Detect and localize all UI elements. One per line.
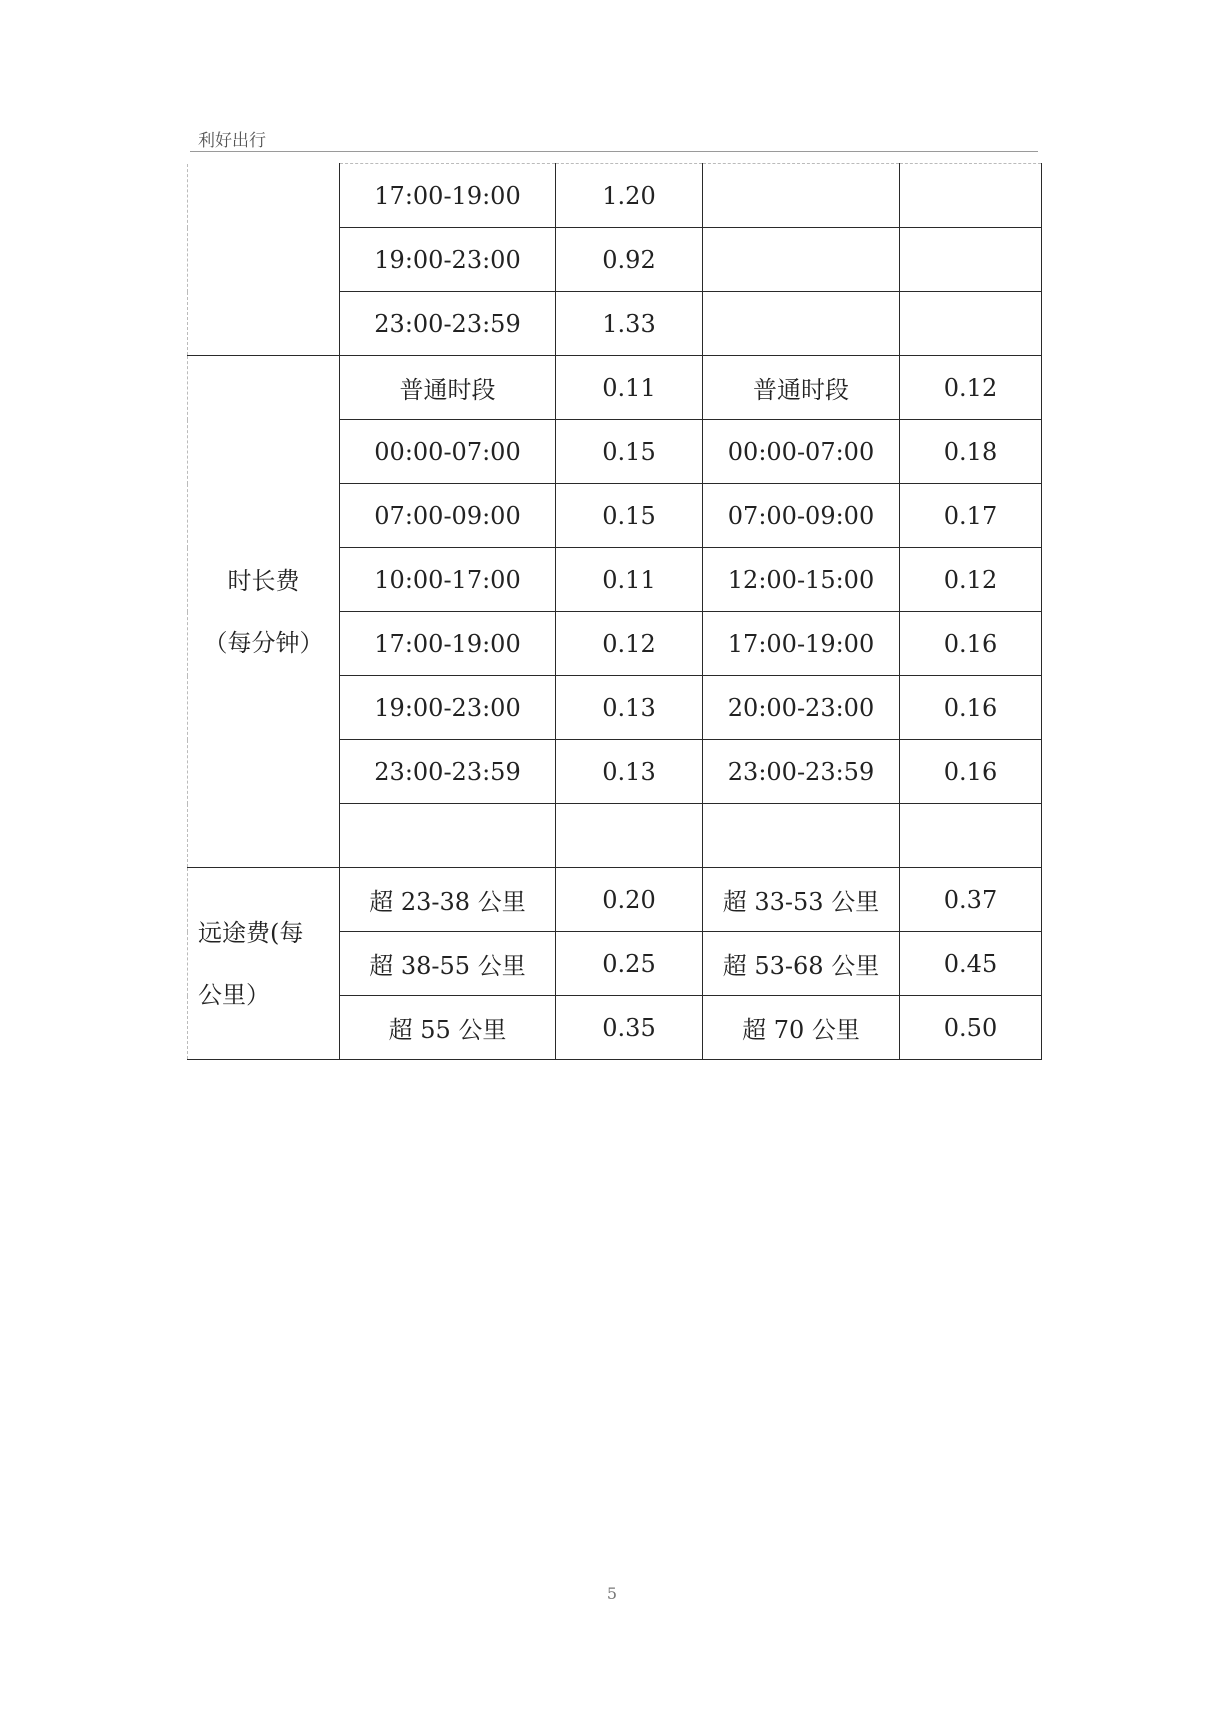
period-cell: 19:00-23:00 <box>340 676 556 740</box>
period-cell: 23:00-23:59 <box>340 740 556 804</box>
fee-table <box>187 163 1042 1060</box>
period-cell: 07:00-09:00 <box>703 484 900 548</box>
price-cell: 0.15 <box>556 420 703 484</box>
price-cell: 0.11 <box>556 548 703 612</box>
distance-fee-label: 远途费(每 <box>198 918 304 947</box>
period-cell: 17:00-19:00 <box>340 164 556 228</box>
price-cell <box>900 164 1042 228</box>
period-cell: 普通时段 <box>340 356 556 420</box>
price-cell: 0.13 <box>556 740 703 804</box>
period-cell: 普通时段 <box>703 356 900 420</box>
price-cell: 0.50 <box>900 996 1042 1060</box>
price-cell: 0.25 <box>556 932 703 996</box>
period-cell <box>703 804 900 868</box>
price-cell: 0.17 <box>900 484 1042 548</box>
price-cell: 0.18 <box>900 420 1042 484</box>
price-cell: 0.15 <box>556 484 703 548</box>
continued-category-cell <box>188 164 340 356</box>
price-cell <box>900 228 1042 292</box>
duration-fee-label: 时长费 <box>227 566 300 595</box>
price-cell <box>556 804 703 868</box>
price-cell: 0.37 <box>900 868 1042 932</box>
page-number: 5 <box>606 1584 618 1603</box>
period-cell: 23:00-23:59 <box>340 292 556 356</box>
price-cell: 0.45 <box>900 932 1042 996</box>
price-cell: 0.12 <box>900 356 1042 420</box>
period-cell: 20:00-23:00 <box>703 676 900 740</box>
period-cell <box>703 228 900 292</box>
page-header-title: 利好出行 <box>198 131 266 151</box>
period-cell: 超 38-55 公里 <box>340 932 556 996</box>
period-cell <box>703 292 900 356</box>
period-cell: 10:00-17:00 <box>340 548 556 612</box>
duration-fee-category-cell <box>188 356 340 868</box>
duration-fee-unit: （每分钟） <box>203 628 324 657</box>
price-cell: 0.35 <box>556 996 703 1060</box>
distance-fee-unit: 公里） <box>198 980 270 1009</box>
price-cell: 0.92 <box>556 228 703 292</box>
price-cell: 0.13 <box>556 676 703 740</box>
period-cell: 00:00-07:00 <box>703 420 900 484</box>
period-cell: 17:00-19:00 <box>703 612 900 676</box>
price-cell: 0.12 <box>556 612 703 676</box>
price-cell: 1.20 <box>556 164 703 228</box>
table-row <box>188 868 1042 932</box>
price-cell: 0.16 <box>900 612 1042 676</box>
table-row <box>188 356 1042 420</box>
period-cell <box>340 804 556 868</box>
price-cell: 1.33 <box>556 292 703 356</box>
price-cell: 0.20 <box>556 868 703 932</box>
period-cell: 17:00-19:00 <box>340 612 556 676</box>
price-cell: 0.16 <box>900 740 1042 804</box>
period-cell: 07:00-09:00 <box>340 484 556 548</box>
price-cell: 0.16 <box>900 676 1042 740</box>
period-cell: 超 53-68 公里 <box>703 932 900 996</box>
period-cell: 超 70 公里 <box>703 996 900 1060</box>
period-cell: 23:00-23:59 <box>703 740 900 804</box>
period-cell <box>703 164 900 228</box>
header-divider <box>190 151 1038 152</box>
distance-fee-category-cell <box>188 868 340 1060</box>
table-row <box>188 164 1042 228</box>
price-cell <box>900 804 1042 868</box>
period-cell: 超 55 公里 <box>340 996 556 1060</box>
period-cell: 12:00-15:00 <box>703 548 900 612</box>
price-cell <box>900 292 1042 356</box>
period-cell: 00:00-07:00 <box>340 420 556 484</box>
period-cell: 超 33-53 公里 <box>703 868 900 932</box>
period-cell: 超 23-38 公里 <box>340 868 556 932</box>
period-cell: 19:00-23:00 <box>340 228 556 292</box>
price-cell: 0.12 <box>900 548 1042 612</box>
price-cell: 0.11 <box>556 356 703 420</box>
